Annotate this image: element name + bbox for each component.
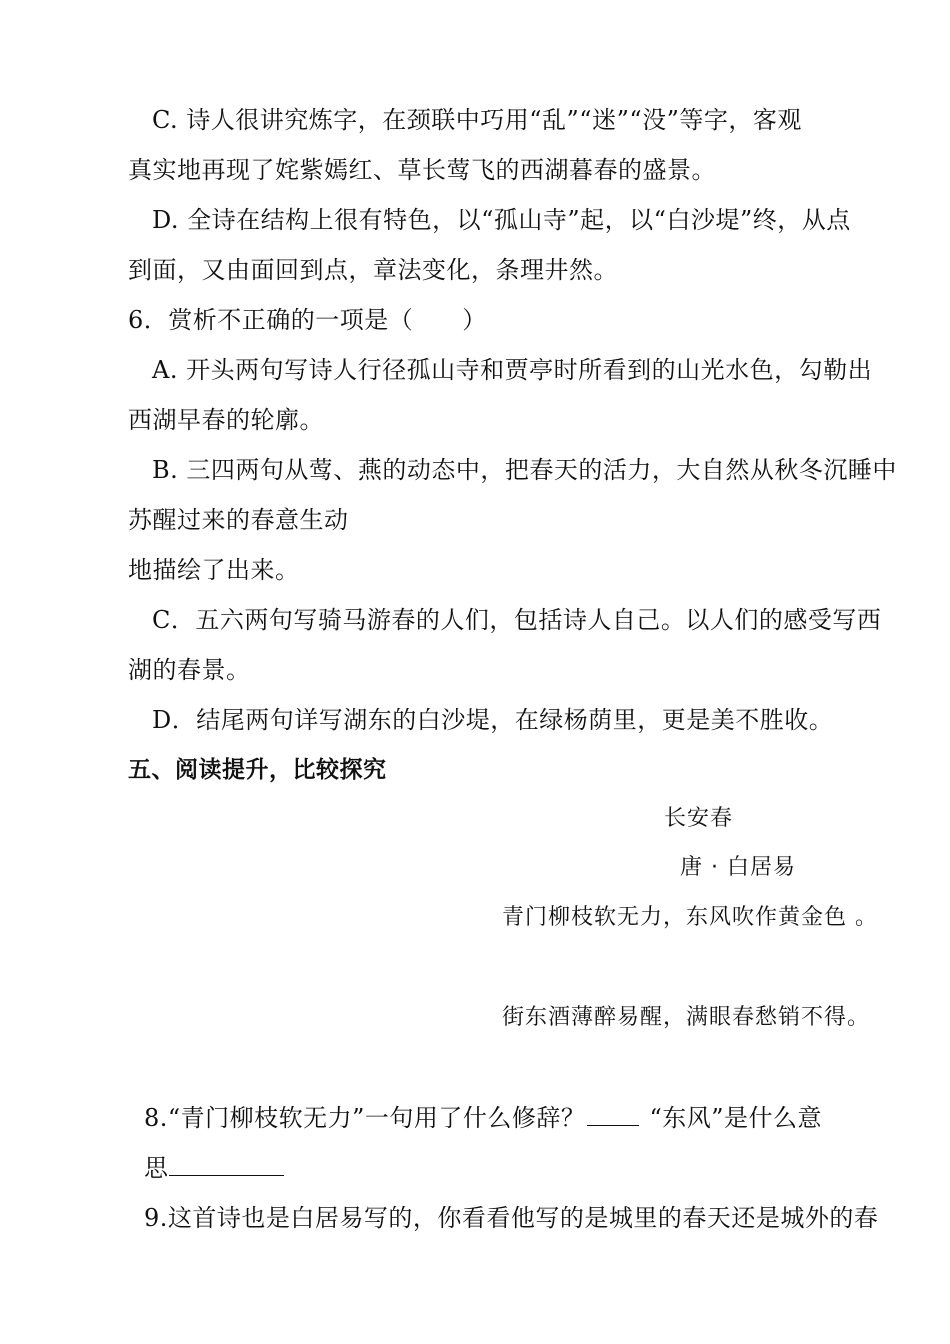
q5-option-d-line2: 到面，又由面回到点，章法变化，条理井然。	[128, 256, 618, 284]
poem-title: 长安春	[664, 806, 734, 831]
q6-option-d-line1: D．结尾两句详写湖东的白沙堤，在绿杨荫里，更是美不胜收。	[152, 706, 834, 734]
q8-question-text-3: 思	[144, 1154, 169, 1182]
q8-question-text-2: “东风”是什么意	[649, 1104, 822, 1132]
q8-question-text: 8.“青门柳枝软无力”一句用了什么修辞？	[144, 1104, 586, 1132]
q5-option-c-line1: C. 诗人很讲究炼字，在颈联中巧用“乱”“迷”“没”等字，客观	[152, 106, 802, 134]
q8-line2	[144, 1152, 284, 1184]
q6-option-b-line2: 苏醒过来的春意生动	[128, 506, 349, 534]
q8-answer-blank-meaning[interactable]	[169, 1153, 284, 1176]
q5-option-d-line1: D. 全诗在结构上很有特色，以“孤山寺”起，以“白沙堤”终，从点	[152, 206, 851, 234]
q6-option-c-line2: 湖的春景。	[128, 656, 251, 684]
q6-option-c-line1: C．五六两句写骑马游春的人们，包括诗人自己。以人们的感受写西	[152, 606, 882, 634]
q5-option-c-line2: 真实地再现了姹紫嫣红、草长莺飞的西湖暮春的盛景。	[128, 156, 716, 184]
q8-line1	[144, 1102, 822, 1134]
q6-option-a-line2: 西湖早春的轮廓。	[128, 406, 324, 434]
poem-line-2: 街东酒薄醉易醒，满眼春愁销不得。	[502, 1005, 871, 1030]
q6-stem: 6．赏析不正确的一项是（ ）	[128, 306, 487, 334]
q8-answer-blank-rhetoric[interactable]	[587, 1103, 639, 1126]
q6-option-b-line1: B. 三四两句从莺、燕的动态中，把春天的活力，大自然从秋冬沉睡中	[152, 456, 897, 484]
poem-line-1: 青门柳枝软无力，东风吹作黄金色 。	[502, 905, 878, 930]
q6-option-b-line3: 地描绘了出来。	[128, 556, 300, 584]
poem-author: 唐 · 白居易	[680, 855, 796, 880]
q6-option-a-line1: A. 开头两句写诗人行径孤山寺和贾亭时所看到的山光水色，勾勒出	[152, 356, 873, 384]
section-heading: 五、阅读提升，比较探究	[128, 757, 387, 783]
q9-line1: 9.这首诗也是白居易写的，你看看他写的是城里的春天还是城外的春	[144, 1204, 879, 1232]
